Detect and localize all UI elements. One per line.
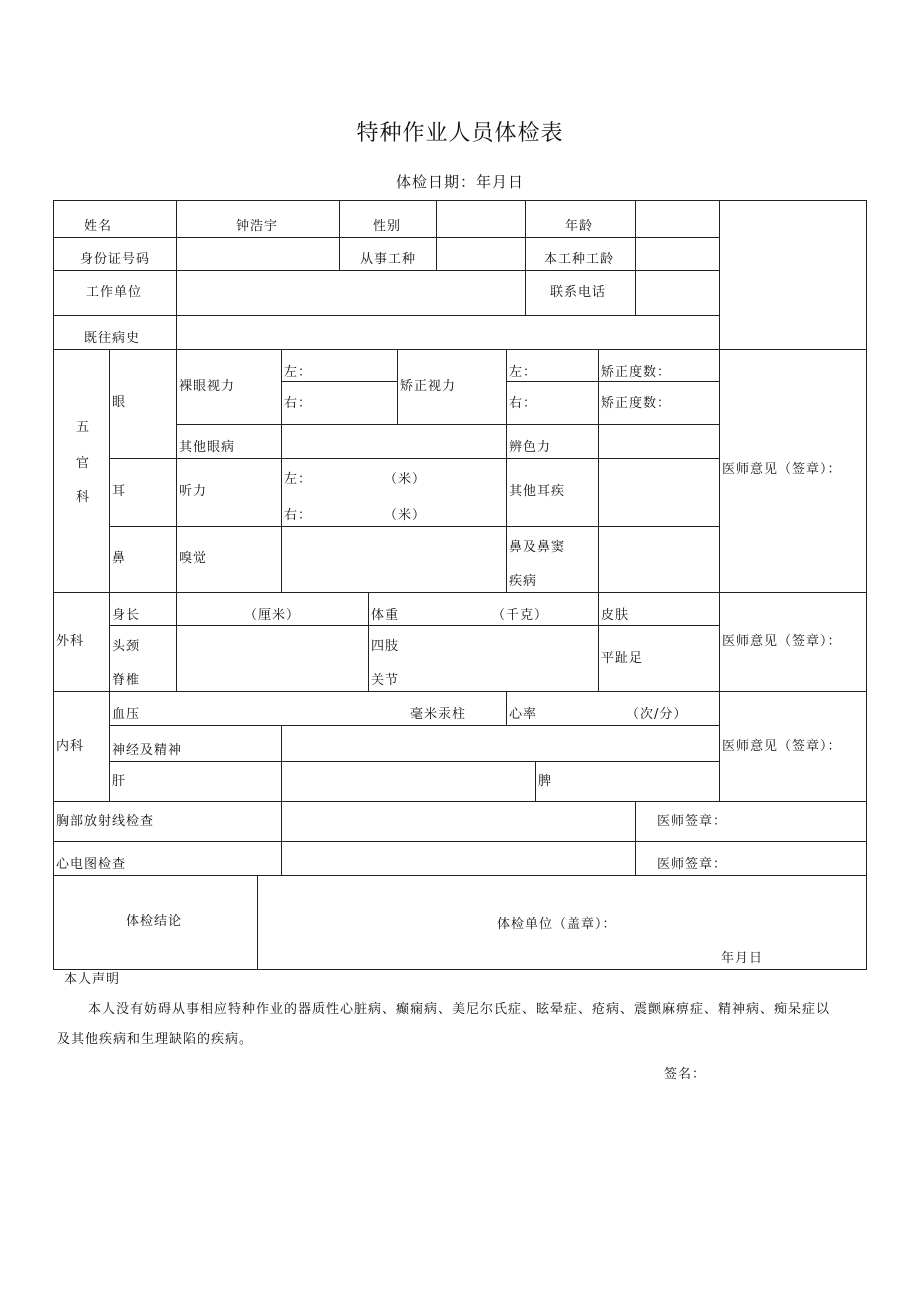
employer-label: 工作单位 bbox=[86, 285, 143, 300]
exam-date-line: 体检日期：年月日 bbox=[395, 173, 524, 191]
internal-doctor-opinion: 医师意见（签章）： bbox=[722, 739, 842, 754]
other-ear-disease-label: 其他耳疾 bbox=[509, 484, 566, 499]
declaration-heading: 本人声明 bbox=[64, 972, 121, 987]
divider bbox=[53, 270, 719, 271]
divider bbox=[53, 875, 867, 876]
head-neck-label: 头颈 bbox=[112, 639, 141, 654]
hearing-right: 右： bbox=[284, 508, 313, 523]
nose-sinus-label-1: 鼻及鼻窦 bbox=[509, 540, 566, 555]
divider bbox=[719, 691, 720, 801]
correction-degree-right: 矫正度数： bbox=[601, 396, 672, 411]
spine-label: 脊椎 bbox=[112, 673, 141, 688]
divider bbox=[535, 761, 536, 801]
hearing-left-unit: （米） bbox=[384, 472, 427, 487]
divider bbox=[719, 349, 720, 592]
liver-label: 肝 bbox=[112, 774, 127, 789]
chest-xray-label: 胸部放射线检查 bbox=[56, 814, 155, 829]
divider bbox=[109, 691, 110, 801]
spleen-label: 脾 bbox=[538, 774, 553, 789]
weight-label: 体重 bbox=[371, 608, 400, 623]
facial-section-char-3: 科 bbox=[76, 490, 91, 505]
medical-history-label: 既往病史 bbox=[84, 331, 141, 346]
page-title: 特种作业人员体检表 bbox=[356, 121, 564, 146]
divider bbox=[525, 200, 526, 315]
facial-section-char-1: 五 bbox=[76, 420, 91, 435]
corrected-vision-left: 左： bbox=[509, 365, 538, 380]
surgery-section-label: 外科 bbox=[56, 634, 85, 649]
color-vision-label: 辨色力 bbox=[509, 440, 552, 455]
nose-sinus-label-2: 疾病 bbox=[509, 574, 538, 589]
divider bbox=[598, 592, 599, 691]
divider bbox=[109, 725, 719, 726]
divider bbox=[506, 349, 507, 592]
divider bbox=[281, 725, 282, 801]
hearing-label: 听力 bbox=[179, 484, 208, 499]
name-label: 姓名 bbox=[84, 219, 113, 234]
divider bbox=[53, 801, 867, 802]
phone-label: 联系电话 bbox=[550, 285, 607, 300]
divider bbox=[53, 237, 719, 238]
divider bbox=[281, 349, 282, 592]
flat-foot-label: 平趾足 bbox=[601, 651, 644, 666]
naked-vision-left: 左： bbox=[284, 365, 313, 380]
heart-rate-label: 心率 bbox=[509, 707, 538, 722]
declaration-line-1: 本人没有妨碍从事相应特种作业的器质性心脏病、癫痫病、美尼尔氏症、眩晕症、疮病、震颤麻痹症、精神病、痴呆症以 bbox=[88, 1002, 831, 1017]
exam-unit-stamp: 体检单位（盖章）： bbox=[497, 917, 617, 932]
divider bbox=[339, 200, 340, 270]
other-eye-disease-label: 其他眼病 bbox=[179, 440, 236, 455]
declaration-signature: 签名： bbox=[664, 1067, 707, 1082]
age-label: 年龄 bbox=[565, 219, 594, 234]
eye-label: 眼 bbox=[112, 395, 127, 410]
height-label: 身长 bbox=[112, 608, 141, 623]
divider bbox=[109, 761, 719, 762]
blood-pressure-unit: 毫米汞柱 bbox=[410, 707, 467, 722]
divider bbox=[109, 625, 719, 626]
internal-section-label: 内科 bbox=[56, 739, 85, 754]
divider bbox=[598, 349, 599, 592]
skin-label: 皮肤 bbox=[601, 608, 630, 623]
divider bbox=[397, 349, 398, 424]
hearing-left: 左： bbox=[284, 472, 313, 487]
divider bbox=[436, 200, 437, 270]
facial-section-char-2: 官 bbox=[76, 456, 91, 471]
divider bbox=[109, 592, 110, 691]
corrected-vision-label: 矫正视力 bbox=[400, 379, 457, 394]
divider bbox=[53, 315, 719, 316]
divider bbox=[719, 592, 720, 691]
hearing-right-unit: （米） bbox=[384, 508, 427, 523]
divider bbox=[53, 691, 867, 692]
divider bbox=[109, 349, 110, 592]
divider bbox=[176, 592, 177, 691]
nerve-mental-label: 神经及精神 bbox=[112, 743, 183, 758]
corrected-vision-right: 右： bbox=[509, 396, 538, 411]
divider bbox=[176, 200, 177, 349]
ecg-doctor-signature: 医师签章： bbox=[657, 857, 728, 872]
divider bbox=[368, 592, 369, 691]
naked-vision-right: 右： bbox=[284, 396, 313, 411]
blood-pressure-label: 血压 bbox=[112, 707, 141, 722]
job-years-label: 本工种工龄 bbox=[544, 252, 615, 267]
limbs-label: 四肢 bbox=[371, 639, 400, 654]
divider bbox=[635, 801, 636, 875]
height-unit: （厘米） bbox=[244, 608, 301, 623]
surgery-doctor-opinion: 医师意见（签章）： bbox=[722, 634, 842, 649]
nose-label: 鼻 bbox=[112, 551, 127, 566]
ear-label: 耳 bbox=[112, 484, 127, 499]
joints-label: 关节 bbox=[371, 673, 400, 688]
name-value: 钟浩宇 bbox=[236, 219, 279, 234]
facial-doctor-opinion: 医师意见（签章）： bbox=[722, 462, 842, 477]
naked-vision-label: 裸眼视力 bbox=[179, 379, 236, 394]
smell-label: 嗅觉 bbox=[179, 551, 208, 566]
divider bbox=[719, 200, 720, 349]
heart-rate-unit: （次/分） bbox=[626, 707, 688, 722]
weight-unit: （千克） bbox=[492, 608, 549, 623]
divider bbox=[506, 381, 719, 382]
id-number-label: 身份证号码 bbox=[80, 252, 151, 267]
divider bbox=[281, 801, 282, 875]
divider bbox=[506, 691, 507, 725]
conclusion-label: 体检结论 bbox=[126, 914, 183, 929]
gender-label: 性别 bbox=[373, 219, 402, 234]
declaration-line-2: 及其他疾病和生理缺陷的疾病。 bbox=[57, 1032, 254, 1047]
conclusion-date: 年月日 bbox=[721, 951, 764, 966]
divider bbox=[109, 526, 719, 527]
divider bbox=[109, 458, 719, 459]
ecg-label: 心电图检查 bbox=[56, 857, 127, 872]
divider bbox=[257, 875, 258, 970]
divider bbox=[635, 200, 636, 315]
correction-degree-left: 矫正度数： bbox=[601, 365, 672, 380]
divider bbox=[176, 424, 719, 425]
divider bbox=[53, 841, 867, 842]
xray-doctor-signature: 医师签章： bbox=[657, 814, 728, 829]
job-type-label: 从事工种 bbox=[360, 252, 417, 267]
divider bbox=[281, 381, 397, 382]
divider bbox=[176, 349, 177, 592]
